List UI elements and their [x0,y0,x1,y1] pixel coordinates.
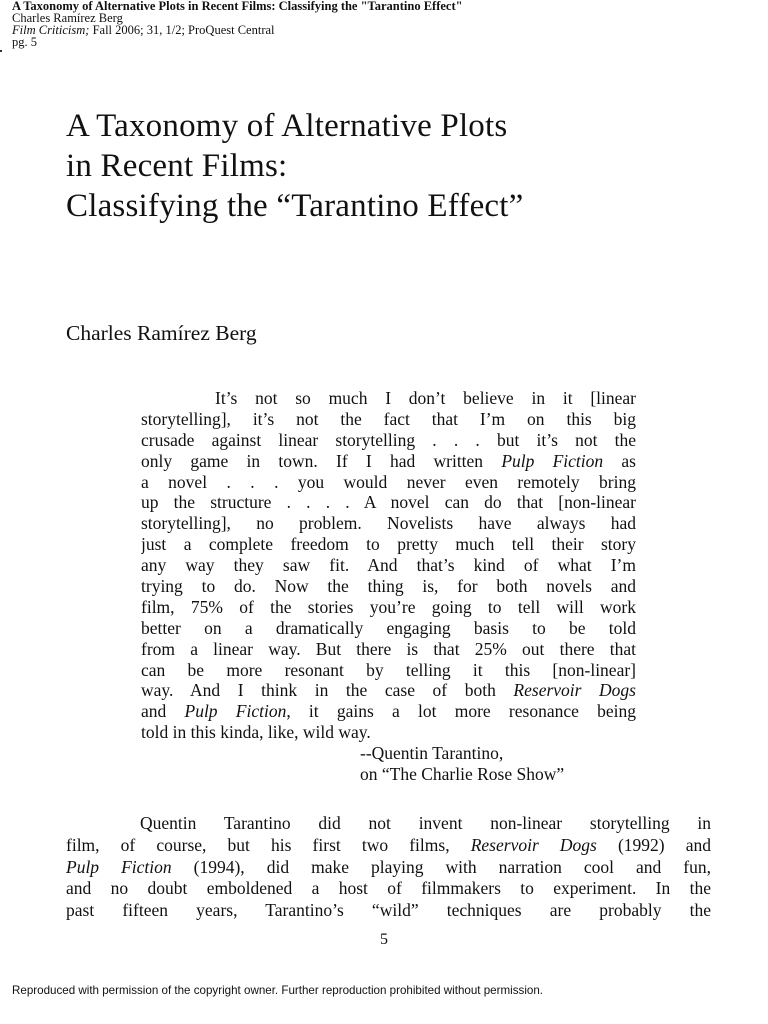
film-title: Reservoir Dogs [470,834,597,855]
epigraph-line: from a linear way. But there is that 25% out there that [141,638,636,659]
body-line [66,857,711,879]
epigraph-line: any way they saw fit. And that’s kind of what I’m [141,555,636,576]
epigraph-line [141,680,636,701]
body-line: and no doubt emboldened a host of filmmakers to experiment. In the [66,878,711,899]
epigraph-line [141,701,636,722]
epigraph-text: way. And I think in the case of both [141,680,514,701]
citation-journal-name: Film Criticism; [12,23,90,37]
epigraph-text: , it gains a lot more resonance being [286,701,636,722]
body-text: film, of course, but his first two films, [66,834,450,855]
body-text: (1992) and [617,834,711,855]
epigraph-attribution-source: on “The Charlie Rose Show” [360,764,565,785]
citation-page: pg. 5 [12,35,37,49]
body-line: Quentin Tarantino did not invent non-linear storytelling in [140,813,711,833]
film-title: Reservoir Dogs [513,680,636,701]
epigraph-line: just a complete freedom to pretty much tell their story [141,534,636,555]
body-text: (1994), did make playing with narration cool and fun, [193,856,711,877]
paper-title-line: A Taxonomy of Alternative Plots [66,108,508,144]
epigraph-line: storytelling], it’s not the fact that I’m on this big [141,408,636,429]
epigraph-line: film, 75% of the stories you’re going to tell will work [141,596,636,617]
epigraph-text: only game in town. If I had written [141,450,502,471]
citation-author: Charles Ramírez Berg [12,11,123,25]
scan-mark [0,50,2,52]
paper-title-line: Classifying the “Tarantino Effect” [66,188,524,224]
film-title: Pulp Fiction [501,450,604,471]
paper-title-line: in Recent Films: [66,148,288,184]
paper-title [66,106,523,226]
film-title: Pulp Fiction [66,856,172,877]
epigraph-line: a novel . . . you would never even remotely bring [141,471,636,492]
epigraph-line: crusade against linear storytelling . . . but it’s not the [141,429,636,450]
body-line [66,835,711,857]
epigraph-line: told in this kinda, like, wild way. [141,722,371,743]
epigraph-line: can be more resonant by telling it this [non-linear] [141,659,636,680]
epigraph-attribution: --Quentin Tarantino, [360,743,504,764]
citation-journal [12,24,463,36]
epigraph-quote [141,388,636,785]
epigraph-line: storytelling], no problem. Novelists have always had [141,513,636,534]
epigraph-text: as [603,450,636,471]
epigraph-text: and [141,701,185,722]
epigraph-line [141,451,636,472]
citation-header [12,0,463,48]
epigraph-line: trying to do. Now the thing is, for both novels and [141,576,636,597]
film-title: Pulp Fiction [184,701,287,722]
body-line: past fifteen years, Tarantino’s “wild” techniques are probably the [66,900,711,921]
copyright-footer: Reproduced with permission of the copyright owner. Further reproduction prohibited without permission. [12,984,544,997]
epigraph-line: up the structure . . . . A novel can do that [non-linear [141,492,636,513]
citation-issue: Fall 2006; 31, 1/2; ProQuest Central [89,23,275,37]
citation-title: A Taxonomy of Alternative Plots in Recent Films: Classifying the "Tarantino Effect" [12,0,463,13]
page-number: 5 [380,931,388,948]
epigraph-line: better on a dramatically engaging basis to be told [141,617,636,638]
paper-author: Charles Ramírez Berg [66,321,257,345]
epigraph-line: It’s not so much I don’t believe in it [linear [215,388,636,408]
body-paragraph [66,813,711,922]
